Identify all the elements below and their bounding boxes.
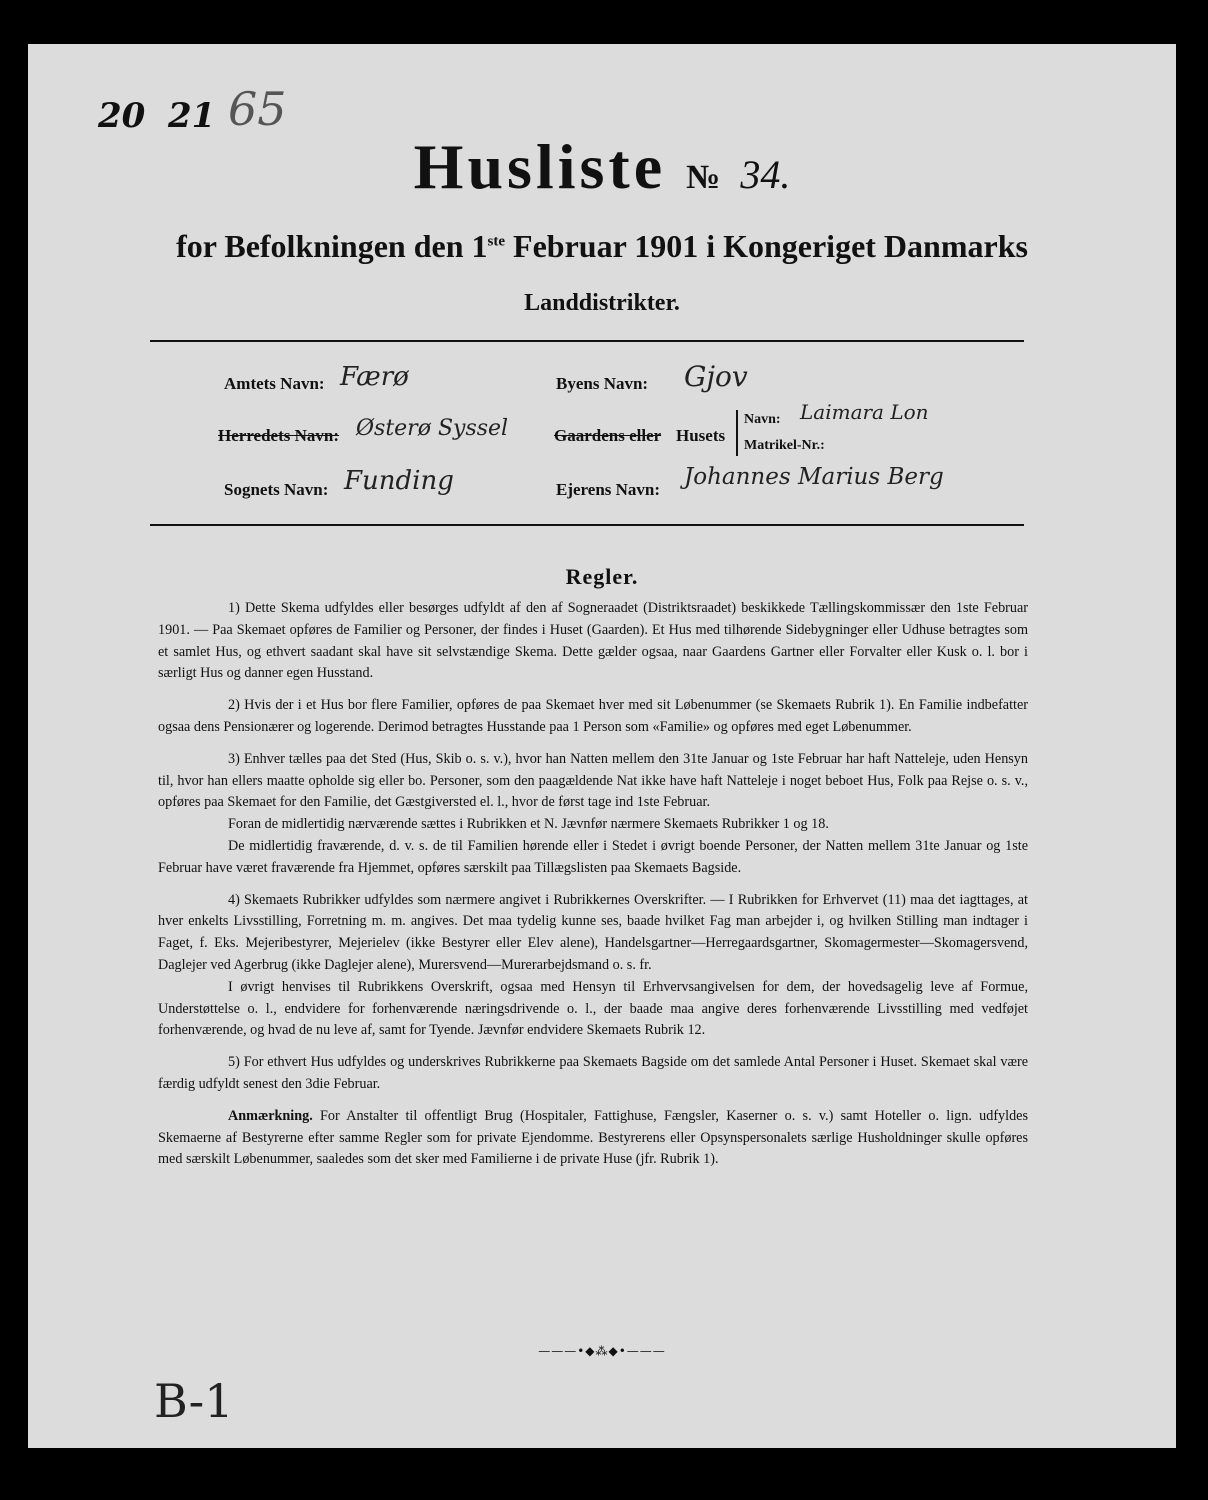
- amt-label: Amtets Navn:: [224, 374, 325, 393]
- bottom-handwritten-mark: B-1: [154, 1374, 234, 1428]
- sogn-value: Funding: [344, 466, 454, 496]
- ejer-value: Johannes Marius Berg: [684, 464, 944, 490]
- navn-label: Navn:: [744, 412, 781, 427]
- rule-paragraph-4b: I øvrigt henvises til Rubrikkens Overskrift, ogsaa med Hensyn til Erhvervsangivelsen for dem, der hovedsagelig leve af Formue, Understøttelse o. l., endvidere for forhenværende næringsdrivende o. l., der baade maa angive deres forhenværende Livsstilling med vedføjet forhenværende, og hvad de nu leve af, samt for Tyende. Jævnfør endvidere Skemaets Rubrik 12.: [158, 978, 1028, 1039]
- rule-paragraph-4: 4) Skemaets Rubrikker udfyldes som nærmere angivet i Rubrikkernes Overskrifter. — I Rubrikken for Erhvervet (11) maa det iagttages, at hver enkelts Livsstilling, Forretning m. m. angives. Det maa tydelig kunne ses, baade hvilket Fag man arbejder i, og hvilken Stilling man indtager i Faget, f. Eks. Mejeribestyrer, Mejerielev (ikke Bestyrer eller Elev alene), Handelsgartner—Herregaardsgartner, Skomagermester—Skomagersvend, Daglejer ved Agerbrug (ikke Daglejer alene), Murersvend—Murerarbejdsmand o. s. fr.: [158, 891, 1028, 973]
- by-value: Gjov: [684, 360, 748, 393]
- rules-heading: Regler.: [565, 564, 639, 589]
- mid-rule: [150, 524, 1024, 526]
- subtitle-part-a: for Befolkningen den 1: [176, 228, 488, 264]
- number-prefix: №: [686, 159, 721, 196]
- rule-paragraph-2: 2) Hvis der i et Hus bor flere Familier, opføres de paa Skemaet hver med sit Løbenummer (se Skemaets Rubrik 1). En Familie indbefatter ogsaa dens Pensionærer og logerende. Derimod betragtes Husstande paa 1 Person som «Familie» og opføres med eget Løbenummer.: [158, 697, 1028, 735]
- stamp-number-1: 20: [98, 96, 146, 136]
- rule-paragraph-3: 3) Enhver tælles paa det Sted (Hus, Skib o. s. v.), hvor han Natten mellem den 31te Januar og 1ste Februar har haft Natteleje, uden Hensyn til, hvor han ellers maatte opholde sig eller bo. Personer, som den paagældende Nat ikke have haft Natteleje i noget beboet Hus, Folk paa Rejse o. s. v., opføres paa Skemaet for den Familie, det Gæstgiversted el. l., hvor de først tage ind 1ste Februar.: [158, 750, 1028, 811]
- title-text: Husliste: [413, 131, 667, 202]
- herred-label: Herredets Navn:: [218, 426, 340, 445]
- note-text: For Anstalter til offentligt Brug (Hospitaler, Fattighuse, Fængsler, Kaserner o. s. v.) samt Hoteller o. lign. udfyldes Skemaerne af Bestyrerne efter samme Regler som for private Ejendomme. Bestyrerens eller Opsynspersonalets særlige Husholdninger skulle opføres med særskilt Løbenummer, saaledes som det sker med Familierne i de private Huse (jfr. Rubrik 1).: [158, 1107, 1028, 1168]
- rule-paragraph-3b: Foran de midlertidig nærværende sættes i Rubrikken et N. Jævnfør nærmere Skemaets Rubrikker 1 og 18.: [228, 816, 829, 833]
- note-label: Anmærkning.: [228, 1107, 313, 1124]
- census-form-sheet: [28, 44, 1176, 1448]
- field-bracket: [736, 410, 738, 456]
- husets-label: Husets: [676, 426, 726, 445]
- rules-body: [158, 598, 1028, 1181]
- subtitle-sup: ste: [487, 233, 506, 250]
- amt-value: Færø: [340, 362, 409, 392]
- note-paragraph: [158, 1106, 1028, 1171]
- herred-value: Østerø Syssel: [356, 416, 509, 441]
- top-rule: [150, 340, 1024, 342]
- sogn-label: Sognets Navn:: [224, 480, 329, 499]
- navn-value: Laimara Lon: [800, 400, 929, 424]
- stamp-number-2: 21: [168, 96, 216, 136]
- stamp-number-3: 65: [228, 82, 287, 136]
- gaard-struck-label: Gaardens eller: [554, 426, 662, 445]
- matrikel-label: Matrikel-Nr.:: [744, 438, 825, 453]
- form-subtitle: [28, 228, 1176, 265]
- ejer-label: Ejerens Navn:: [556, 480, 661, 499]
- end-ornament: ———•◆⁂◆•———: [538, 1344, 666, 1358]
- rule-paragraph-5: 5) For ethvert Hus udfyldes og underskrives Rubrikkerne paa Skemaets Bagside om det samlede Antal Personer i Huset. Skemaet skal være færdig udfyldt senest den 3die Februar.: [158, 1054, 1028, 1092]
- by-label: Byens Navn:: [556, 374, 649, 393]
- district-label: Landdistrikter.: [524, 290, 680, 316]
- rule-paragraph-1: 1) Dette Skema udfyldes eller besørges udfyldt af den af Sogneraadet (Distriktsraadet) beskikkede Tællingskommissær den 1ste Februar 1901. — Paa Skemaet opføres de Familier og Personer, der findes i Huset (Gaarden). Et Hus med tilhørende Sidebygninger eller Udhuse betragtes som et samlet Hus, og ethvert saadant skal have sit selvstændige Skema. Dette gælder ogsaa, naar Gaardens Gartner eller Forvalter eller Kusk o. l. bor i særligt Hus og danner egen Husstand.: [158, 600, 1028, 682]
- subtitle-part-b: Februar 1901 i Kongeriget Danmarks: [505, 228, 1028, 264]
- house-list-number: 34.: [740, 152, 791, 197]
- rule-paragraph-3c: De midlertidig fraværende, d. v. s. de til Familien hørende eller i Stedet i øvrigt boende Personer, der Natten mellem 31te Januar og 1ste Februar have været fraværende fra Hjemmet, opføres særskilt paa Tillægslisten paa Skemaets Bagside.: [158, 837, 1028, 876]
- form-title: [28, 130, 1176, 204]
